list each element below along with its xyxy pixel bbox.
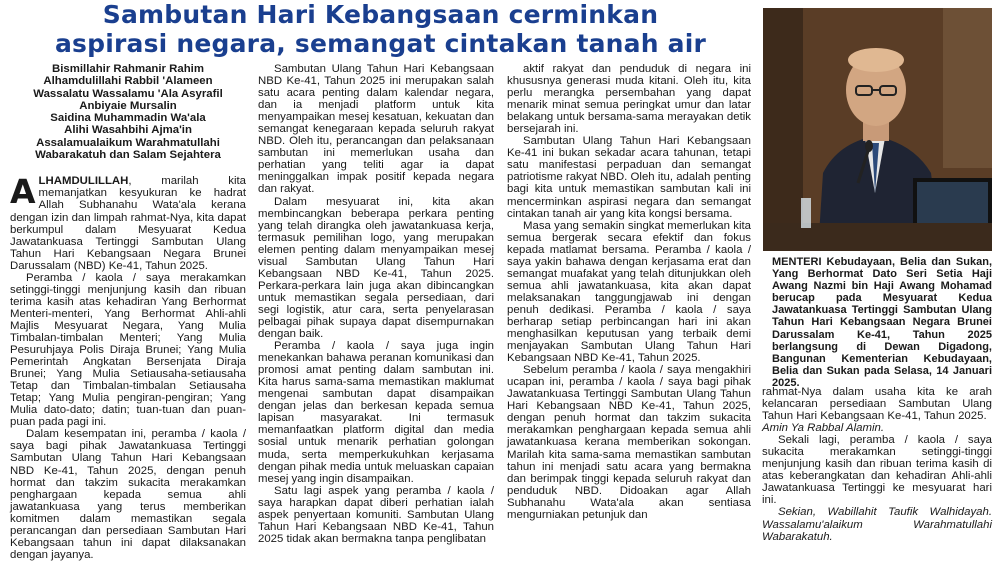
salutation-line: Anbiyaie Mursalin [79,99,177,112]
paragraph: Peramba / kaola / saya juga ingin menekankan bahawa peranan komunikasi dan promosi amat penting dalam sambutan ini. Kita harus sama-sama memastikan maklumat mengenai sambutan dapat disampaikan dengan jelas dan berkesan kepada semua lapisan masyarakat. Ini termasuk memanfaatkan platform digital dan media sosial untuk menarik perhatian golongan muda, serta memperkukuhkan kerjasama dengan pihak media untuk meluaskan capaian mesej yang ingin disampaikan. [258,340,494,485]
article-column-2 [258,63,494,545]
salutation-line: Wassalatu Wassalamu 'Ala Asyrafil [33,87,223,100]
headline-line-2: aspirasi negara, semangat cintakan tanah air [54,29,707,58]
drop-cap: A [10,172,36,212]
salutation-line: Saidina Muhammadin Wa'ala [50,112,206,125]
lead-paragraph [10,172,246,272]
salutation-line: Wabarakatuh dan Salam Sejahtera [35,149,221,162]
paragraph: aktif rakyat dan penduduk di negara ini khususnya generasi muda kitani. Oleh itu, kita perlu merangka persembahan yang dapat menarik minat semua peringkat umur dan latar belakang untuk bersama-sama merayakan detik bersejarah ini. [507,63,751,136]
salutation-line: Bismillahir Rahmanir Rahim [52,63,204,75]
salutation-line: Assalamualaikum Warahmatullahi [36,136,220,149]
photo-caption [772,256,992,389]
salutation-line: Alhamdulillahi Rabbil 'Alameen [43,75,213,88]
lead-word: LHAMDULILLAH [38,175,129,188]
paragraph: Peramba / kaola / saya merakamkan setinggi-tinggi menjunjung kasih dan ribuan terima kasih atas kehadiran Yang Berhormat Menteri-menteri, Yang Berhormat Ahli-ahli Majlis Mesyuarat Negara, Yang Mulia Timbalan-timbalan Menteri; Yang Mulia Pesuruhjaya Polis Diraja Brunei; Yang Mulia Pemerintah Angkatan Bersenjata Diraja Brunei; Yang Mulia Setiausaha-setiausaha Tetap dan Timbalan-timbalan Setiausaha Tetap; Yang Mulia pengiran-pengiran; Yang Mulia dato-dato; datin; tuan-tuan dan puan-puan pada pagi ini. [10,271,246,429]
article-column-4 [762,386,992,543]
caption-name: MENTERI Kebudayaan, Belia dan Sukan, Yang Berhormat Dato Seri Setia Haji Awang Nazmi bin Haji Awang Mohamad [772,256,992,293]
paragraph: Sambutan Ulang Tahun Hari Kebangsaan NBD Ke-41, Tahun 2025 ini merupakan salah satu acara penting dalam kalendar negara, dan ia menjadi platform untuk kita menyampaikan mesej kesatuan, kekuatan dan semangat kenegaraan kepada seluruh rakyat NBD. Oleh itu, perancangan dan pelaksanaan sambutan ini memerlukan usaha dan perhatian yang teliti agar ia dapat meninggalkan impak positif kepada negara dan rakyat. [258,63,494,196]
article-column-3 [507,63,751,521]
paragraph: Sekali lagi, peramba / kaola / saya sukacita merakamkan setinggi-tinggi menjunjung kasih dan ribuan terima kasih di atas keberangkatan dan kehadiran Ahli-ahli Jawatankuasa Tertinggi ke mesyuarat hari ini. [762,434,992,507]
paragraph-closing: Sekian, Wabillahit Taufik Walhidayah. Wassalamu'alaikum Warahmatullahi Wabarakatuh. [762,506,992,543]
paragraph: Masa yang semakin singkat memerlukan kita semua bergerak secara efektif dan fokus kepada matlamat bersama. Peramba / kaola / saya yakin bahawa dengan kerjasama erat dan semangat muafakat yang telah ditunjukkan oleh semua ahli jawatankuasa, kita akan dapat melaksanakan tanggungjawab ini dengan penuh dedikasi. Peramba / kaola / saya berharap setiap perbincangan hari ini akan menghasilkan keputusan yang terbaik demi menjayakan Sambutan Ulang Tahun Hari Kebangsaan NBD Ke-41, Tahun 2025. [507,219,751,365]
paragraph: , marilah kita memanjatkan kesyukuran ke hadrat Allah Subhanahu Wata'ala kerana dengan izin dan limpah rahmat-Nya, kita dapat berkumpul dalam Mesyuarat Kedua Jawatankuasa Tertinggi Sambutan Ulang Tahun Hari Kebangsaan Negara Brunei Darussalam (NBD) Ke-41, Tahun 2025. [10,175,246,272]
minister-photo [763,8,992,251]
paragraph: Sebelum peramba / kaola / saya mengakhiri ucapan ini, peramba / kaola / saya bagi pihak Jawatankuasa Tertinggi Sambutan Ulang Tahun Hari Kebangsaan NBD Ke-41, Tahun 2025, dengan penuh hormat dan takzim sukacita merakamkan penghargaan kepada semua ahli jawatankuasa kerana memberikan sokongan. Marilah kita sama-sama memastikan sambutan tahun ini menjadi satu acara yang bermakna dan berimpak tinggi kepada seluruh rakyat dan penduduk NBD. Didoakan agar Allah Subhanahu Wata'ala akan sentiasa mengurniakan petunjuk dan [507,364,751,521]
paragraph: Sambutan Ulang Tahun Hari Kebangsaan Ke-41 ini bukan sekadar acara tahunan, tetapi satu manifestasi perpaduan dan semangat patriotisme rakyat NBD. Oleh itu, adalah penting bagi kita untuk memastikan sambutan kali ini mencerminkan aspirasi negara dan semangat cintakan tanah air yang kita kongsi bersama. [507,135,751,220]
headline-line-1: Sambutan Hari Kebangsaan cerminkan [102,0,659,29]
paragraph-amin: Amin Ya Rabbal Alamin. [762,422,884,435]
article-column-1 [10,63,246,561]
photo-illustration [763,8,992,251]
headline [8,0,753,58]
salutation-block [10,63,246,161]
paragraph: Dalam kesempatan ini, peramba / kaola / saya bagi pihak Jawatankuasa Tertinggi Sambutan Ulang Tahun Hari Kebangsaan NBD Ke-41, Tahun 2025, dengan penuh hormat dan takzim sukacita merakamkan penghargaan kepada semua ahli jawatankuasa yang terus memberikan komitmen dalam memastikan segala perancangan dan persediaan Sambutan Hari Kebangsaan tahun ini dapat dilaksanakan dengan jayanya. [10,428,246,561]
paragraph: rahmat-Nya dalam usaha kita ke arah kelancaran persediaan Sambutan Ulang Tahun Hari Kebangsaan Ke-41, Tahun 2025. [762,386,992,423]
salutation-line: Alihi Wasahbihi Ajma'in [64,124,192,137]
caption-text: berucap pada Mesyuarat Kedua Jawatankuasa Tertinggi Sambutan Ulang Tahun Hari Kebangsaan Negara Brunei Darussalam Ke-41, Tahun 2025 berlangsung di Dewan Digadong, Bangunan Kementerian Kebudayaan, Belia dan Sukan pada Selasa, 14 Januari 2025. [772,292,992,389]
paragraph: Satu lagi aspek yang peramba / kaola / saya harapkan dapat diberi perhatian ialah aspek penyertaan komuniti. Sambutan Ulang Tahun Hari Kebangsaan NBD Ke-41, Tahun 2025 tidak akan bermakna tanpa penglibatan [258,484,494,545]
paragraph: Dalam mesyuarat ini, kita akan membincangkan beberapa perkara penting yang telah dirangka oleh jawatankuasa kerja, termasuk pemilihan logo, yang merupakan elemen penting dalam menyampaikan mesej visual Sambutan Ulang Tahun Hari Kebangsaan NBD Ke-41, Tahun 2025. Perkara-perkara lain juga akan dibincangkan untuk memastikan segala persediaan, dari segi logistik, atur cara, serta penyelarasan pelbagai pihak supaya dapat disempurnakan dengan baik. [258,195,494,341]
